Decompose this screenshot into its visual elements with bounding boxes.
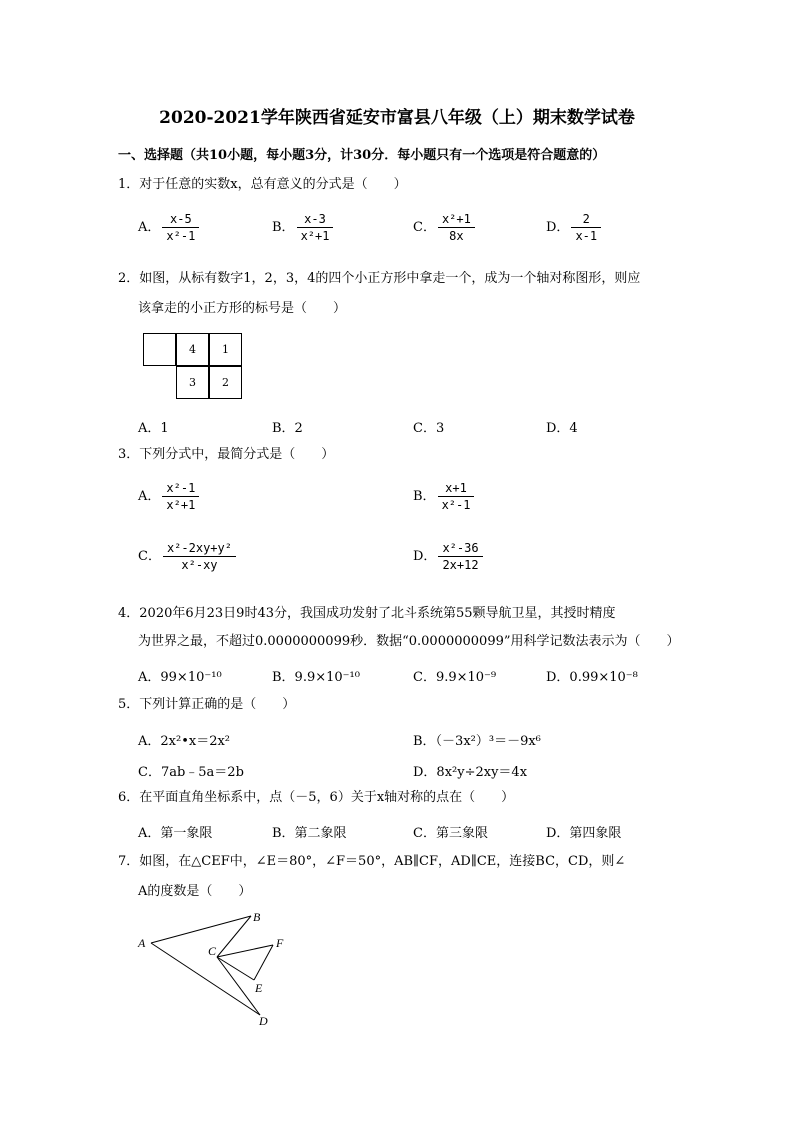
point-label-c: C xyxy=(208,944,217,958)
numerator: x²-1 xyxy=(162,481,199,497)
q2-option-c[interactable]: C．3 xyxy=(413,421,445,436)
q4-option-b[interactable]: B．9.9×10⁻¹⁰ xyxy=(272,670,360,685)
fraction xyxy=(571,212,601,243)
option-label: D． xyxy=(546,220,570,235)
q5-option-b[interactable]: B．（－3x²）³＝－9x⁶ xyxy=(413,734,541,749)
numerator: x-3 xyxy=(297,212,334,228)
q1-option-c[interactable] xyxy=(413,212,475,243)
question-4-stem-line2: 为世界之最，不超过0.0000000099秒．数据“0.0000000099”用科学记数法表示为（ ） xyxy=(138,634,680,649)
q2-option-d[interactable]: D．4 xyxy=(546,421,578,436)
q4-option-d[interactable]: D．0.99×10⁻⁸ xyxy=(546,670,638,685)
q5-option-c[interactable]: C．7ab﹣5a＝2b xyxy=(138,765,244,780)
grid-cell-2: 2 xyxy=(209,366,242,399)
q1-option-a[interactable] xyxy=(138,212,199,243)
segment-ad xyxy=(151,943,260,1015)
numerator: x+1 xyxy=(438,481,475,497)
option-label: C． xyxy=(138,549,161,564)
q6-option-d[interactable]: D．第四象限 xyxy=(546,826,622,841)
exam-title: 2020-2021学年陕西省延安市富县八年级（上）期末数学试卷 xyxy=(159,108,635,128)
option-label: B． xyxy=(272,220,295,235)
denominator: x²+1 xyxy=(166,498,196,512)
question-5-stem: 5．下列计算正确的是（ ） xyxy=(118,697,296,712)
question-1-stem: 1．对于任意的实数x，总有意义的分式是（ ） xyxy=(118,177,407,192)
grid-cell-blank xyxy=(143,333,176,366)
option-label: A． xyxy=(138,220,161,235)
point-label-f: F xyxy=(276,936,284,950)
question-2-stem-line1: 2．如图，从标有数字1，2，3，4的四个小正方形中拿走一个，成为一个轴对称图形，则应 xyxy=(118,271,641,286)
numerator: x-5 xyxy=(162,212,199,228)
fraction xyxy=(162,212,199,243)
fraction xyxy=(438,541,482,572)
segment-ce xyxy=(217,957,254,980)
segment-ab xyxy=(151,916,251,943)
square-grid-figure xyxy=(143,333,245,400)
question-3-stem: 3．下列分式中，最简分式是（ ） xyxy=(118,447,335,462)
option-label: B． xyxy=(413,489,436,504)
segment-fe xyxy=(254,945,273,980)
q5-option-a[interactable]: A．2x²•x＝2x² xyxy=(138,734,231,749)
q3-option-d[interactable] xyxy=(413,541,483,572)
q1-option-d[interactable] xyxy=(546,212,601,243)
denominator: 2x+12 xyxy=(442,558,479,572)
point-label-d: D xyxy=(259,1014,268,1028)
q2-option-a[interactable]: A．1 xyxy=(138,421,169,436)
numerator: x²+1 xyxy=(438,212,475,228)
q4-option-a[interactable]: A．99×10⁻¹⁰ xyxy=(138,670,222,685)
question-4-stem-line1: 4．2020年6月23日9时43分，我国成功发射了北斗系统第55颗导航卫星，其授时精度 xyxy=(118,606,616,621)
option-label: C． xyxy=(413,220,436,235)
q6-option-c[interactable]: C．第三象限 xyxy=(413,826,488,841)
q6-option-a[interactable]: A．第一象限 xyxy=(138,826,213,841)
fraction xyxy=(438,481,475,512)
question-2-stem-line2: 该拿走的小正方形的标号是（ ） xyxy=(138,301,347,316)
fraction xyxy=(297,212,334,243)
denominator: x²+1 xyxy=(300,229,330,243)
question-7-stem-line1: 7．如图，在△CEF中，∠E＝80°，∠F＝50°，AB∥CF，AD∥CE，连接BC，CD，则∠ xyxy=(118,854,626,869)
grid-cell-4: 4 xyxy=(176,333,209,366)
fraction xyxy=(162,481,199,512)
q3-option-c[interactable] xyxy=(138,541,236,572)
denominator: x²-xy xyxy=(181,558,218,572)
numerator: x²-2xy+y² xyxy=(163,541,236,557)
fraction xyxy=(438,212,475,243)
q2-option-b[interactable]: B．2 xyxy=(272,421,303,436)
option-label: A． xyxy=(138,489,161,504)
question-7-stem-line2: A的度数是（ ） xyxy=(138,884,252,899)
q1-option-b[interactable] xyxy=(272,212,333,243)
fraction xyxy=(163,541,236,572)
point-label-e: E xyxy=(255,981,263,995)
segment-cd xyxy=(217,957,260,1015)
geometry-figure xyxy=(130,905,310,1030)
option-label: D． xyxy=(413,549,437,564)
denominator: x-1 xyxy=(575,229,598,243)
question-6-stem: 6．在平面直角坐标系中，点（－5，6）关于x轴对称的点在（ ） xyxy=(118,790,515,805)
denominator: 8x xyxy=(449,229,464,243)
q3-option-a[interactable] xyxy=(138,481,199,512)
denominator: x²-1 xyxy=(166,229,196,243)
q6-option-b[interactable]: B．第二象限 xyxy=(272,826,347,841)
numerator: x²-36 xyxy=(438,541,482,557)
point-label-b: B xyxy=(253,910,261,924)
q5-option-d[interactable]: D．8x²y÷2xy＝4x xyxy=(413,765,528,780)
q4-option-c[interactable]: C．9.9×10⁻⁹ xyxy=(413,670,497,685)
numerator: 2 xyxy=(571,212,601,228)
section-heading: 一、选择题（共10小题，每小题3分，计30分．每小题只有一个选项是符合题意的） xyxy=(118,148,606,163)
grid-cell-1: 1 xyxy=(209,333,242,366)
grid-cell-3: 3 xyxy=(176,366,209,399)
point-label-a: A xyxy=(138,936,146,950)
denominator: x²-1 xyxy=(441,498,471,512)
q3-option-b[interactable] xyxy=(413,481,474,512)
